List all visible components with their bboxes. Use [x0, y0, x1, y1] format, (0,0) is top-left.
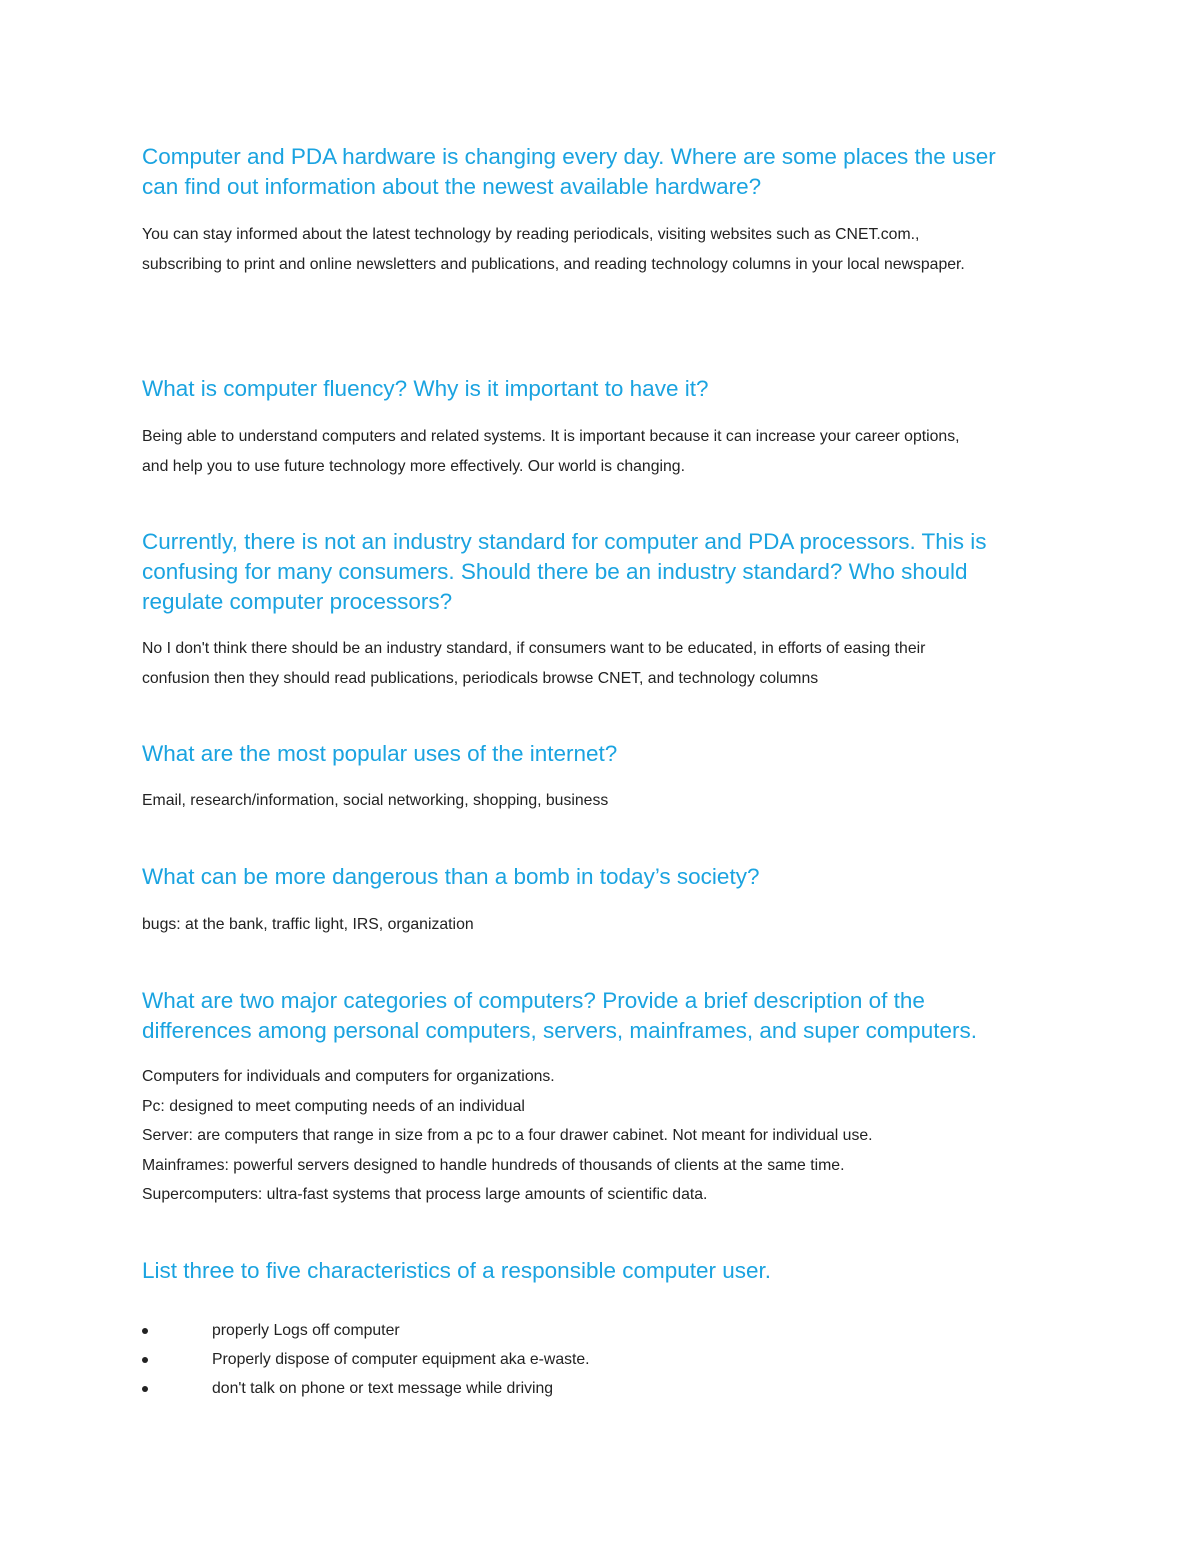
question-heading: [142, 527, 1082, 617]
answer-line: Mainframes: powerful servers designed to handle hundreds of thousands of clients at the same time.: [142, 1156, 845, 1174]
list-item-text: don't talk on phone or text message while driving: [212, 1380, 554, 1397]
heading-line: regulate computer processors?: [142, 589, 453, 614]
question-heading: [142, 739, 1082, 769]
answer-paragraph: [142, 220, 1092, 279]
question-heading: [142, 1256, 1082, 1286]
answer-line: Supercomputers: ultra-fast systems that process large amounts of scientific data.: [142, 1186, 708, 1203]
answer-line: Pc: designed to meet computing needs of an individual: [142, 1097, 525, 1115]
heading-line: Computer and PDA hardware is changing every day. Where are some places the user: [142, 144, 996, 169]
bullet-icon: [142, 1357, 148, 1363]
list-item-text: Properly dispose of computer equipment aka e-waste.: [212, 1351, 590, 1368]
heading-line: differences among personal computers, servers, mainframes, and super computers.: [142, 1018, 977, 1043]
list-item-text: properly Logs off computer: [212, 1322, 400, 1339]
answer-paragraph: [142, 1062, 1092, 1210]
heading-line: Currently, there is not an industry standard for computer and PDA processors. This is: [142, 529, 987, 554]
answer-line: Email, research/information, social networking, shopping, business: [142, 792, 609, 809]
heading-line: What are the most popular uses of the internet?: [142, 741, 618, 766]
question-heading: [142, 862, 1082, 892]
list-item: [142, 1316, 590, 1345]
bullet-icon: [142, 1386, 148, 1392]
answer-line: bugs: at the bank, traffic light, IRS, organization: [142, 916, 474, 933]
heading-line: confusing for many consumers. Should there be an industry standard? Who should: [142, 559, 968, 584]
characteristics-list: [142, 1316, 590, 1403]
list-item: [142, 1345, 590, 1374]
heading-line: List three to five characteristics of a responsible computer user.: [142, 1258, 772, 1283]
answer-line: Computers for individuals and computers for organizations.: [142, 1068, 555, 1085]
answer-line: Being able to understand computers and related systems. It is important because it can increase your career options,: [142, 428, 960, 445]
answer-paragraph: [142, 634, 1092, 693]
heading-line: What are two major categories of computers? Provide a brief description of the: [142, 988, 925, 1013]
answer-paragraph: [142, 910, 1092, 940]
answer-line: and help you to use future technology more effectively. Our world is changing.: [142, 457, 685, 475]
heading-line: can find out information about the newest available hardware?: [142, 174, 762, 199]
question-heading: [142, 986, 1082, 1046]
answer-line: confusion then they should read publications, periodicals browse CNET, and technology columns: [142, 669, 819, 687]
question-heading: [142, 142, 1082, 202]
question-heading: [142, 374, 1082, 404]
answer-line: subscribing to print and online newsletters and publications, and reading technology columns in your local newspaper.: [142, 255, 965, 273]
list-item: [142, 1374, 590, 1403]
answer-line: Server: are computers that range in size from a pc to a four drawer cabinet. Not meant for individual use.: [142, 1127, 873, 1144]
heading-line: What can be more dangerous than a bomb in today’s society?: [142, 864, 760, 889]
heading-line: What is computer fluency? Why is it important to have it?: [142, 376, 709, 401]
bullet-icon: [142, 1328, 148, 1334]
answer-paragraph: [142, 422, 1092, 481]
answer-line: You can stay informed about the latest technology by reading periodicals, visiting websites such as CNET.com.,: [142, 226, 920, 243]
answer-line: No I don't think there should be an industry standard, if consumers want to be educated, in efforts of easing their: [142, 640, 926, 657]
answer-paragraph: [142, 786, 1092, 816]
